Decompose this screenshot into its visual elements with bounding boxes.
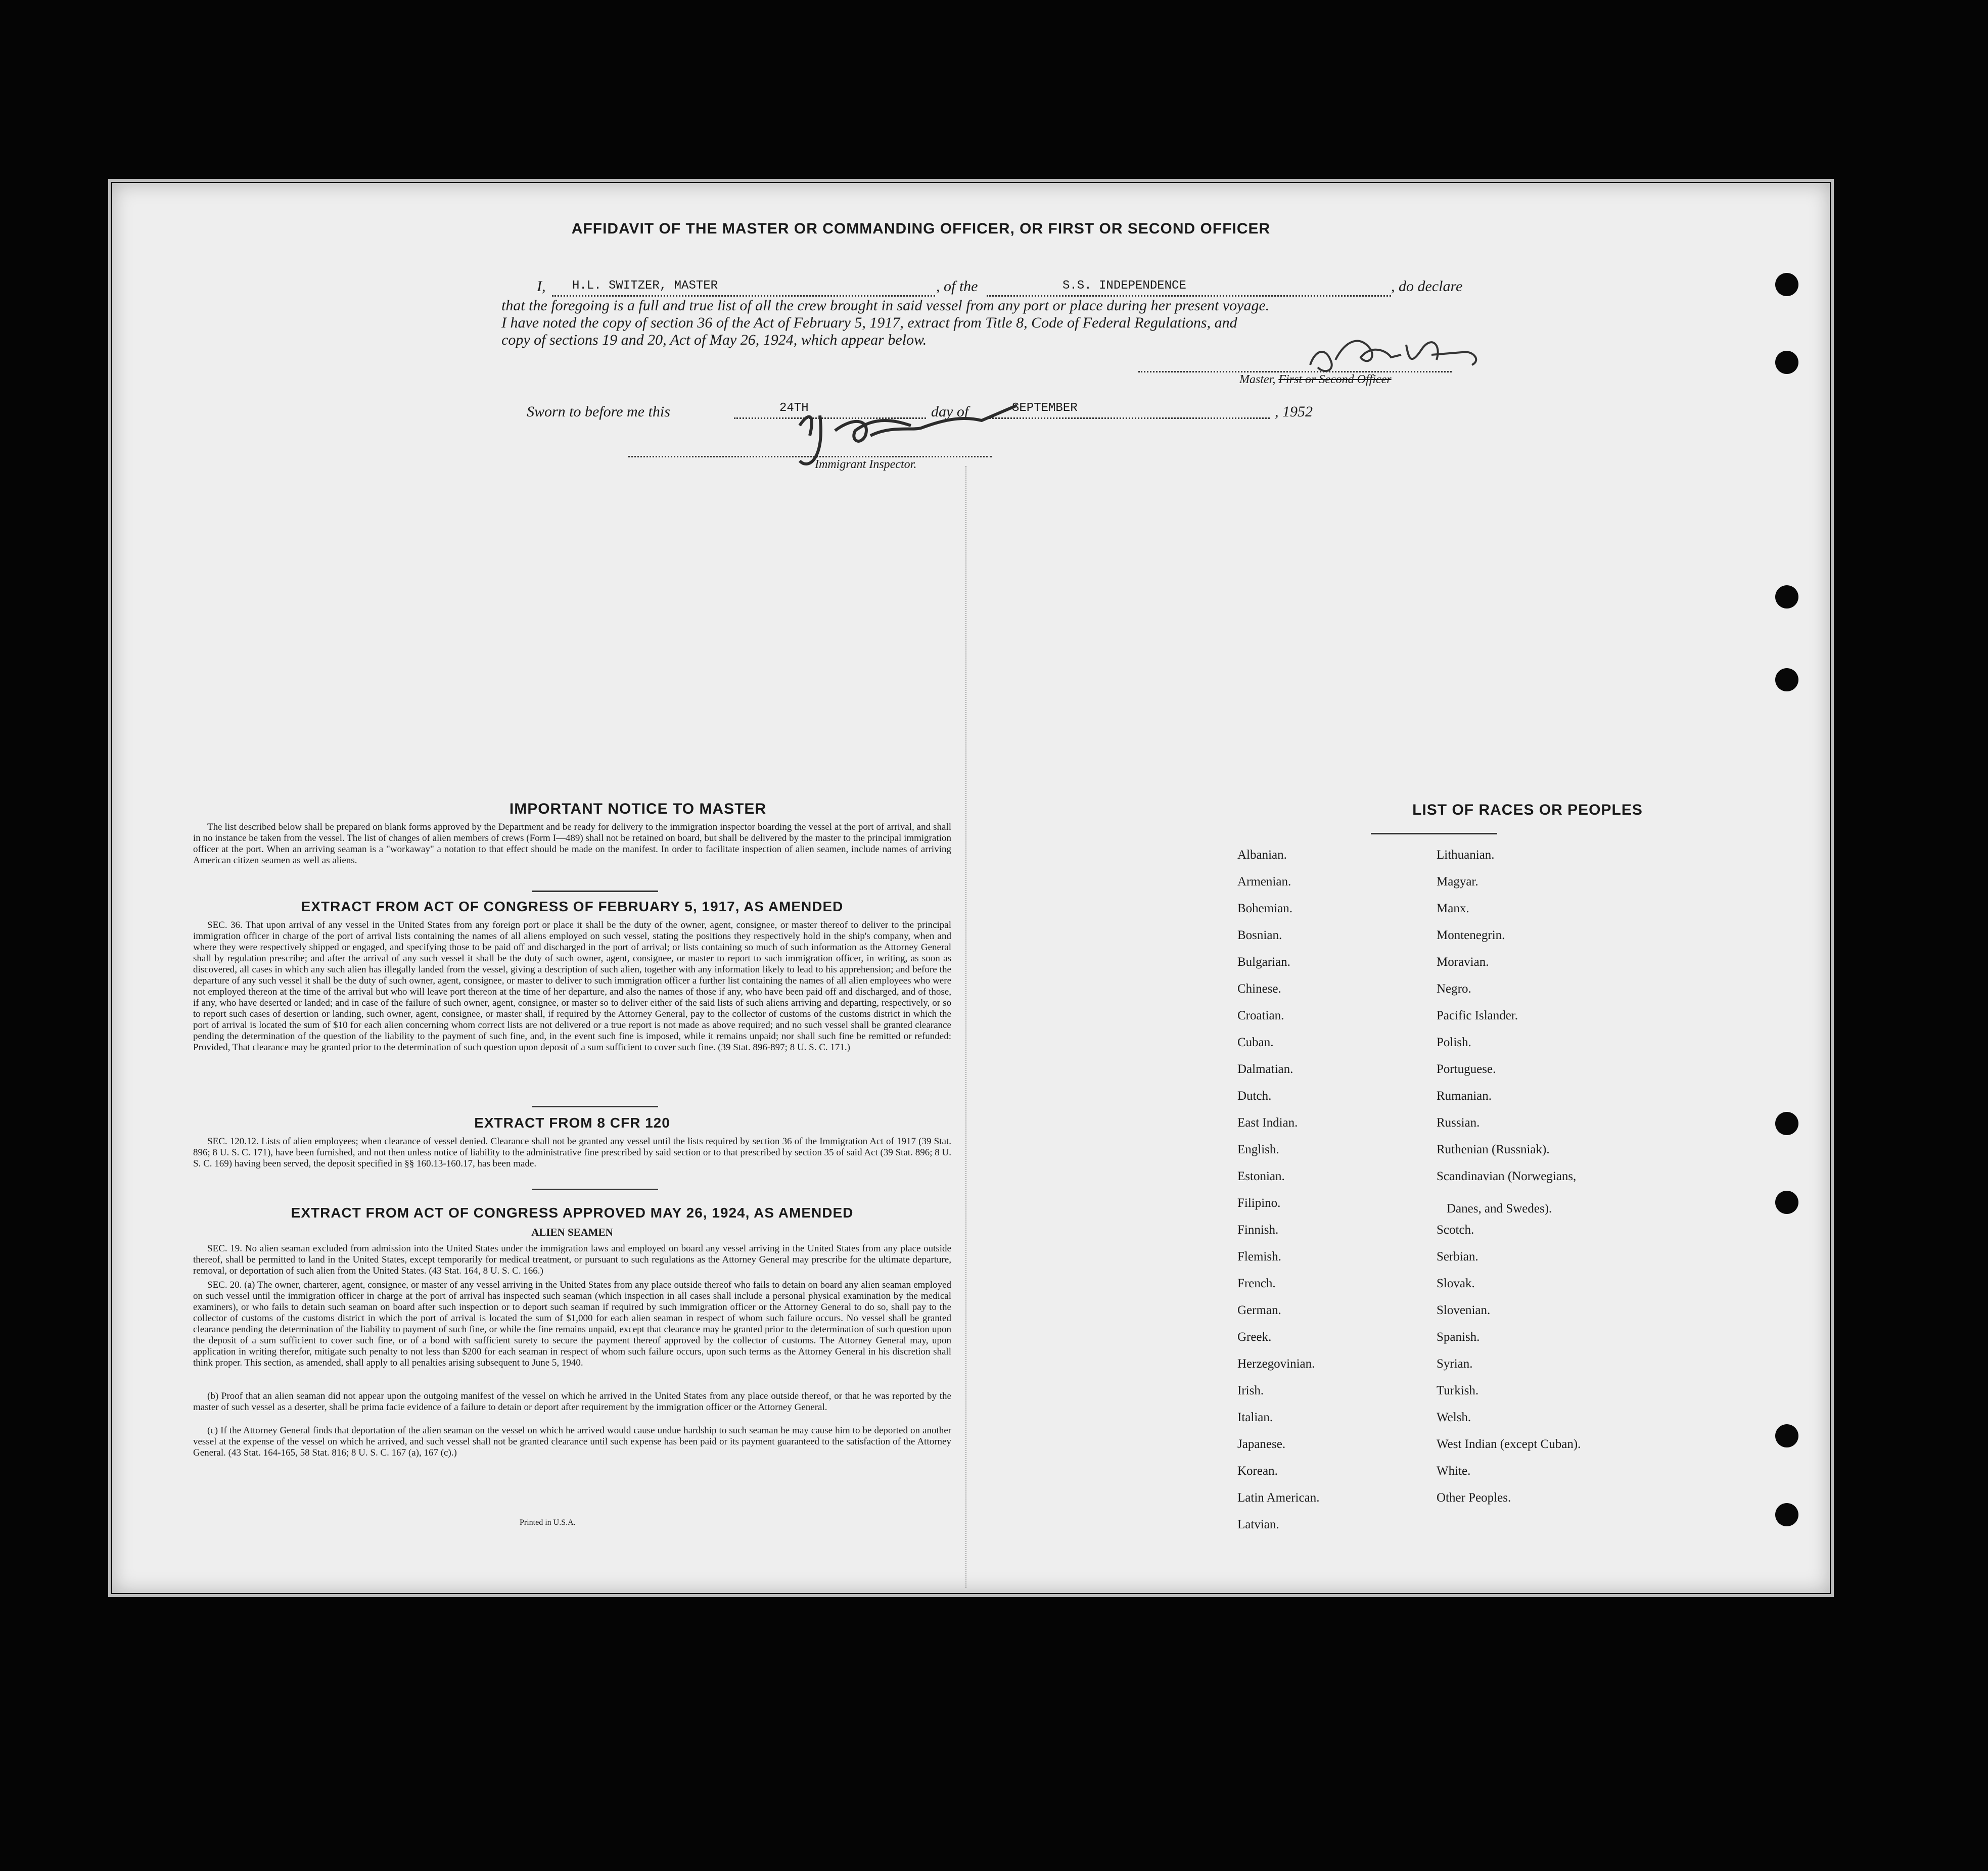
race-item: Pacific Islander.	[1437, 1009, 1518, 1022]
races-divider	[1371, 833, 1497, 834]
declaration-line-2: I have noted the copy of section 36 of the Act of February 5, 1917, extract from Title 8, Code of Federal Regulations, and	[501, 314, 1237, 331]
race-item: Cuban.	[1237, 1036, 1274, 1049]
document-page	[112, 183, 1830, 1593]
race-item: German.	[1237, 1303, 1281, 1317]
divider-1	[532, 891, 658, 892]
printed-in-usa: Printed in U.S.A.	[520, 1518, 576, 1527]
race-item: Estonian.	[1237, 1170, 1285, 1183]
race-item: French.	[1237, 1277, 1276, 1290]
sworn-month: SEPTEMBER	[1012, 401, 1078, 415]
race-item: Bosnian.	[1237, 928, 1282, 942]
race-item: Flemish.	[1237, 1250, 1281, 1264]
notice-body: The list described below shall be prepared on blank forms approved by the Department and be ready for delivery to the immigration inspector boarding the vessel at the port of arrival, and shall in no instance be taken from the vessel. The list of changes of alien members of crews (Form I—489) shall not be retained on board, but shall be delivered by the master to the principal immigration officer at the port. When an arriving seaman is a "workaway" a notation to that effect should be made on the manifest. In order to facilitate inspection of alien seamen, include names of arriving American citizen seamen as well as aliens.	[193, 822, 951, 866]
vessel-line	[987, 278, 1391, 297]
race-item: Montenegrin.	[1437, 928, 1505, 942]
punch-hole	[1775, 585, 1798, 609]
race-item: Welsh.	[1437, 1411, 1471, 1424]
divider-2	[532, 1106, 658, 1107]
extract-1924-sec19: SEC. 19. No alien seaman excluded from admission into the United States under the immigration laws and employed on board any vessel arriving in the United States from any place outside thereof, shall be permitted to land in the United States, except temporarily for medical treatment, or pursuant to such regulations as the Attorney General may prescribe for the ultimate departure, removal, or deportation of such alien from the United States. (43 Stat. 164, 8 U. S. C. 166.)	[193, 1243, 951, 1276]
race-item: Rumanian.	[1437, 1089, 1492, 1103]
race-item: Syrian.	[1437, 1357, 1473, 1371]
of-the-label: , of the	[936, 278, 978, 295]
extract-1917-sec36: SEC. 36. That upon arrival of any vessel in the United States from any foreign port or place it shall be the duty of the owner, agent, consignee, or master thereof to deliver to the principal immigration officer in charge of the port of arrival lists containing the names of all aliens employed on such vessel, stating the positions they respectively hold in the ship's company, when and where they were respectively shipped or engaged, and specifying those to be paid off and discharged in the port of arrival; or lists containing so much of such information as the Attorney General shall by regulation prescribe; and after the arrival of any such vessel it shall be the duty of such owner, agent, consignee, or master to report to such immigration officer, in writing, as soon as discovered, all cases in which any such alien has illegally landed from the vessel, giving a description of such alien, together with any information likely to lead to his apprehension; and before the departure of any such vessel it shall be the duty of such owner, agent, consignee, or master to deliver to such immigration officer a further list containing the names of all alien employees who were not employed thereon at the time of the arrival but who will leave port thereon at the time of her departure, and also the names of those if any, who have been paid off and discharged, and of those, if any, who have deserted or landed; and in case of the failure of such owner, agent, consignee, or master so to deliver either of the said lists of such aliens arriving and departing, respectively, or so to report such cases of desertion or landing, such owner, agent, consignee, or master shall, if required by the Attorney General, pay to the collector of customs of the customs district in which the port of arrival is located the sum of $10 for each alien concerning whom correct lists are not delivered or a true report is not made as above required; and no such vessel shall be granted clearance pending the determination of the question of the liability to the payment of such fine, and, in the event such fine is imposed, while it remains unpaid; nor shall such fine be remitted or refunded: Provided, That clearance may be granted prior to the determination of such question upon deposit of a sum sufficient to cover such fine. (39 Stat. 896-897; 8 U. S. C. 171.)	[193, 920, 951, 1053]
race-item: Slovenian.	[1437, 1303, 1491, 1317]
notice-title: IMPORTANT NOTICE TO MASTER	[509, 801, 767, 817]
race-item: English.	[1237, 1143, 1279, 1156]
signature-caption	[1239, 373, 1392, 387]
race-item: Scandinavian (Norwegians,	[1437, 1170, 1577, 1183]
race-item: Irish.	[1237, 1384, 1264, 1397]
race-item: Portuguese.	[1437, 1062, 1496, 1076]
extract-1917-title: EXTRACT FROM ACT OF CONGRESS OF FEBRUARY 5, 1917, AS AMENDED	[301, 899, 844, 914]
signature-caption-master: Master,	[1239, 373, 1279, 386]
affidavit-title: AFFIDAVIT OF THE MASTER OR COMMANDING OFFICER, OR FIRST OR SECOND OFFICER	[571, 220, 1271, 237]
sworn-day: 24TH	[779, 401, 809, 415]
race-item: Albanian.	[1237, 848, 1287, 862]
extract-1924-sec20c: (c) If the Attorney General finds that deportation of the alien seaman on the vessel on which he arrived would cause undue hardship to such seaman he may cause him to be deported on another vessel at the expense of the vessel on which he arrived, and such vessel shall not be granted clearance until such expense has been paid or its payment guaranteed to the satisfaction of the Attorney General. (43 Stat. 164-165, 58 Stat. 816; 8 U. S. C. 167 (a), 167 (c).)	[193, 1425, 951, 1458]
race-item: Croatian.	[1237, 1009, 1284, 1022]
declaration-line-1: that the foregoing is a full and true list of all the crew brought in said vessel from any port or place during her present voyage.	[501, 297, 1270, 314]
race-item: Russian.	[1437, 1116, 1480, 1130]
race-item: Bohemian.	[1237, 902, 1293, 915]
race-item: Herzegovinian.	[1237, 1357, 1315, 1371]
race-item: Serbian.	[1437, 1250, 1478, 1264]
master-name-line	[552, 278, 935, 297]
signature-caption-struck: First or Second Officer	[1278, 373, 1392, 386]
race-item: Bulgarian.	[1237, 955, 1290, 969]
race-item: Filipino.	[1237, 1196, 1281, 1210]
race-item: Other Peoples.	[1437, 1491, 1511, 1505]
inspector-signature-line	[628, 455, 992, 457]
race-item: Scotch.	[1437, 1223, 1474, 1237]
extract-cfr-sec120: SEC. 120.12. Lists of alien employees; when clearance of vessel denied. Clearance shall not be granted any vessel until the lists required by section 36 of the Immigration Act of 1917 (39 Stat. 896; 8 U. S. C. 171), have been furnished, and not then unless notice of liability to the administrative fine prescribed by said section or to that prescribed by section 35 of said Act (39 Stat. 896; 8 U. S. C. 169) having been served, the deposit specified in §§ 160.13-160.17, has been made.	[193, 1136, 951, 1169]
race-item: Manx.	[1437, 902, 1469, 915]
punch-hole	[1775, 668, 1798, 691]
race-item: Moravian.	[1437, 955, 1489, 969]
race-item: Finnish.	[1237, 1223, 1279, 1237]
master-name: H.L. SWITZER, MASTER	[572, 279, 718, 293]
race-item: Armenian.	[1237, 875, 1291, 888]
extract-1924-sec20b: (b) Proof that an alien seaman did not appear upon the outgoing manifest of the vessel on which he arrived in the United States from any place outside thereof, or that he was reported by the master of such vessel as a deserter, shall be prima facie evidence of a failure to detain or deport after requirement by the immigration officer or the Attorney General.	[193, 1391, 951, 1413]
do-declare-label: , do declare	[1391, 278, 1463, 295]
race-item: Spanish.	[1437, 1330, 1480, 1344]
race-item: Korean.	[1237, 1464, 1278, 1478]
race-item: Negro.	[1437, 982, 1471, 996]
punch-hole	[1775, 1424, 1798, 1447]
extract-1924-title: EXTRACT FROM ACT OF CONGRESS APPROVED MAY 26, 1924, AS AMENDED	[291, 1205, 854, 1221]
race-item: Latin American.	[1237, 1491, 1320, 1505]
race-item: White.	[1437, 1464, 1471, 1478]
race-item: Dutch.	[1237, 1089, 1272, 1103]
race-item: Latvian.	[1237, 1518, 1279, 1531]
race-item: Slovak.	[1437, 1277, 1475, 1290]
races-title: LIST OF RACES OR PEOPLES	[1412, 802, 1643, 818]
punch-hole	[1775, 1191, 1798, 1214]
sworn-label: Sworn to before me this	[527, 403, 670, 420]
master-signature-line	[1138, 370, 1452, 372]
race-item: West Indian (except Cuban).	[1437, 1437, 1581, 1451]
punch-hole	[1775, 273, 1798, 296]
inspector-caption: Immigrant Inspector.	[815, 458, 917, 471]
extract-1924-sec20a: SEC. 20. (a) The owner, charterer, agent, consignee, or master of any vessel arriving in the United States from any place outside thereof who fails to detain on board any alien seaman employed on such vessel until the immigration officer in charge at the port of arrival has inspected such seaman (which inspection in all cases shall include a personal physical examination by the medical examiners), or who fails to detain such seaman on board after such inspection or to deport such seaman if required by such immigration officer or the Attorney General to do so, shall pay to the collector of customs of the customs district in which the port of arrival is located the sum of $1,000 for each alien seaman in respect of whom such failure occurs. No vessel shall be granted clearance pending the determination of the liability to payment of such fine, or while the fine remains unpaid, except that clearance may be granted prior to the determination of such question upon the deposit of a sum sufficient to cover such fine, or of a bond with sufficient surety to secure the payment thereof approved by the collector of customs. The Attorney General may, upon application in writing therefor, mitigate such penalty to not less than $200 for each seaman in respect of whom such failure occurs, upon such terms as the Attorney General in his discretion shall think proper. This section, as amended, shall apply to all penalties arising subsequent to June 5, 1940.	[193, 1280, 951, 1368]
race-item: Ruthenian (Russniak).	[1437, 1143, 1550, 1156]
extract-cfr-title: EXTRACT FROM 8 CFR 120	[474, 1115, 670, 1131]
race-item: Japanese.	[1237, 1437, 1286, 1451]
race-item: Greek.	[1237, 1330, 1272, 1344]
race-item: Lithuanian.	[1437, 848, 1495, 862]
race-item: Dalmatian.	[1237, 1062, 1293, 1076]
extract-1924-subtitle: ALIEN SEAMEN	[531, 1226, 613, 1238]
race-item: Turkish.	[1437, 1384, 1479, 1397]
race-item: East Indian.	[1237, 1116, 1298, 1130]
vessel-name: S.S. INDEPENDENCE	[1062, 279, 1186, 293]
race-item: Polish.	[1437, 1036, 1471, 1049]
day-of-label: day of	[931, 403, 969, 420]
race-item: Magyar.	[1437, 875, 1478, 888]
column-divider	[965, 466, 966, 1588]
sworn-year: , 1952	[1275, 403, 1313, 420]
race-item: Italian.	[1237, 1411, 1273, 1424]
race-scandinavian-cont: Danes, and Swedes).	[1447, 1202, 1552, 1215]
punch-hole	[1775, 1503, 1798, 1526]
declaration-line-3: copy of sections 19 and 20, Act of May 26, 1924, which appear below.	[501, 332, 927, 348]
i-label: I,	[537, 278, 546, 295]
punch-hole	[1775, 351, 1798, 374]
punch-hole	[1775, 1112, 1798, 1135]
divider-3	[532, 1189, 658, 1190]
race-item: Chinese.	[1237, 982, 1281, 996]
master-signature	[1209, 330, 1583, 380]
